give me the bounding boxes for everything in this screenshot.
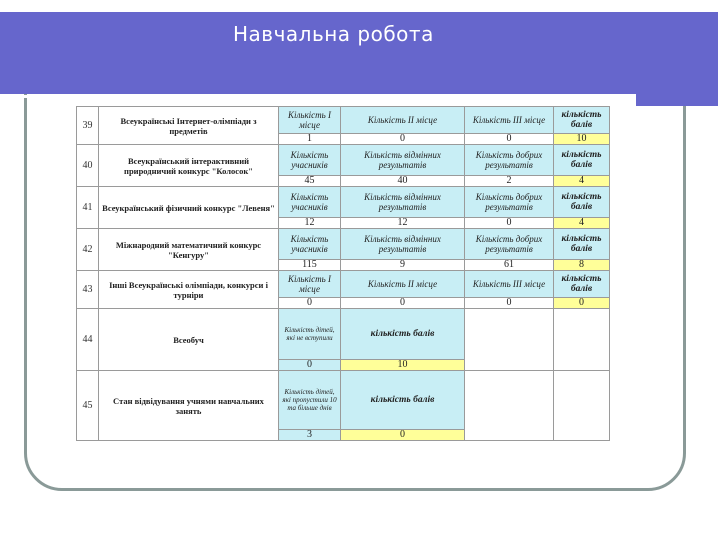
value-cell: 3	[279, 430, 341, 441]
header-cell: Кількість добрих результатів	[465, 145, 554, 176]
value-cell: 12	[341, 218, 465, 229]
header-cell: Кількість І місце	[279, 107, 341, 134]
value-cell: 8	[554, 260, 610, 271]
table-row	[77, 145, 610, 176]
row-number: 39	[77, 107, 99, 145]
header-cell: Кількість ІІІ місце	[465, 107, 554, 134]
table-row	[77, 271, 610, 298]
table-row	[77, 107, 610, 134]
header-cell: кількість балів	[554, 229, 610, 260]
row-number: 41	[77, 187, 99, 229]
value-cell: 0	[279, 298, 341, 309]
row-name: Всеукраїнський фізичний конкурс "Левеня"	[99, 187, 279, 229]
value-cell: 0	[554, 298, 610, 309]
header-cell: Кількість ІІ місце	[341, 107, 465, 134]
value-cell: 1	[279, 134, 341, 145]
row-name: Всеобуч	[99, 309, 279, 371]
value-cell: 4	[554, 218, 610, 229]
value-cell: 61	[465, 260, 554, 271]
value-cell: 0	[465, 134, 554, 145]
empty-cell	[554, 371, 610, 441]
row-number: 44	[77, 309, 99, 371]
row-number: 40	[77, 145, 99, 187]
value-cell: 0	[341, 134, 465, 145]
header-cell: Кількість добрих результатів	[465, 187, 554, 218]
header-cell: кількість балів	[341, 309, 465, 360]
table-row	[77, 309, 610, 360]
value-cell: 10	[341, 360, 465, 371]
header-band-corner	[636, 94, 718, 106]
header-cell: Кількість добрих результатів	[465, 229, 554, 260]
row-name: Стан відвідування учнями навчальних занять	[99, 371, 279, 441]
slide-title: Навчальна робота	[233, 22, 434, 46]
row-name: Всеукраїнські Інтернет-олімпіади з предметів	[99, 107, 279, 145]
value-cell: 0	[279, 360, 341, 371]
row-number: 42	[77, 229, 99, 271]
header-cell: кількість балів	[554, 271, 610, 298]
header-cell: кількість балів	[554, 145, 610, 176]
results-table	[76, 106, 610, 441]
header-cell: Кількість відмінних результатів	[341, 187, 465, 218]
row-name: Всеукраїнський інтерактивний природничий конкурс "Колосок"	[99, 145, 279, 187]
row-name: Інші Всеукраїнські олімпіади, конкурси і турніри	[99, 271, 279, 309]
header-cell: Кількість учасників	[279, 229, 341, 260]
header-cell: кількість балів	[341, 371, 465, 430]
value-cell: 0	[341, 430, 465, 441]
table-row	[77, 229, 610, 260]
header-cell: Кількість відмінних результатів	[341, 229, 465, 260]
table-row	[77, 187, 610, 218]
empty-cell	[465, 371, 554, 441]
header-cell: Кількість дітей, які пропустили 10 та більше днів	[279, 371, 341, 430]
value-cell: 2	[465, 176, 554, 187]
value-cell: 10	[554, 134, 610, 145]
value-cell: 115	[279, 260, 341, 271]
table-row	[77, 371, 610, 430]
row-number: 43	[77, 271, 99, 309]
header-cell: кількість балів	[554, 107, 610, 134]
header-cell: Кількість відмінних результатів	[341, 145, 465, 176]
header-cell: кількість балів	[554, 187, 610, 218]
value-cell: 0	[341, 298, 465, 309]
value-cell: 12	[279, 218, 341, 229]
value-cell: 45	[279, 176, 341, 187]
header-cell: Кількість учасників	[279, 145, 341, 176]
header-cell: Кількість дітей, які не вступили	[279, 309, 341, 360]
empty-cell	[465, 309, 554, 371]
header-cell: Кількість учасників	[279, 187, 341, 218]
empty-cell	[554, 309, 610, 371]
header-cell: Кількість ІІІ місце	[465, 271, 554, 298]
header-cell: Кількість І місце	[279, 271, 341, 298]
value-cell: 4	[554, 176, 610, 187]
row-name: Міжнародний математичний конкурс "Кенгуру"	[99, 229, 279, 271]
value-cell: 0	[465, 218, 554, 229]
value-cell: 0	[465, 298, 554, 309]
row-number: 45	[77, 371, 99, 441]
header-cell: Кількість ІІ місце	[341, 271, 465, 298]
value-cell: 40	[341, 176, 465, 187]
value-cell: 9	[341, 260, 465, 271]
header-divider	[0, 95, 636, 98]
